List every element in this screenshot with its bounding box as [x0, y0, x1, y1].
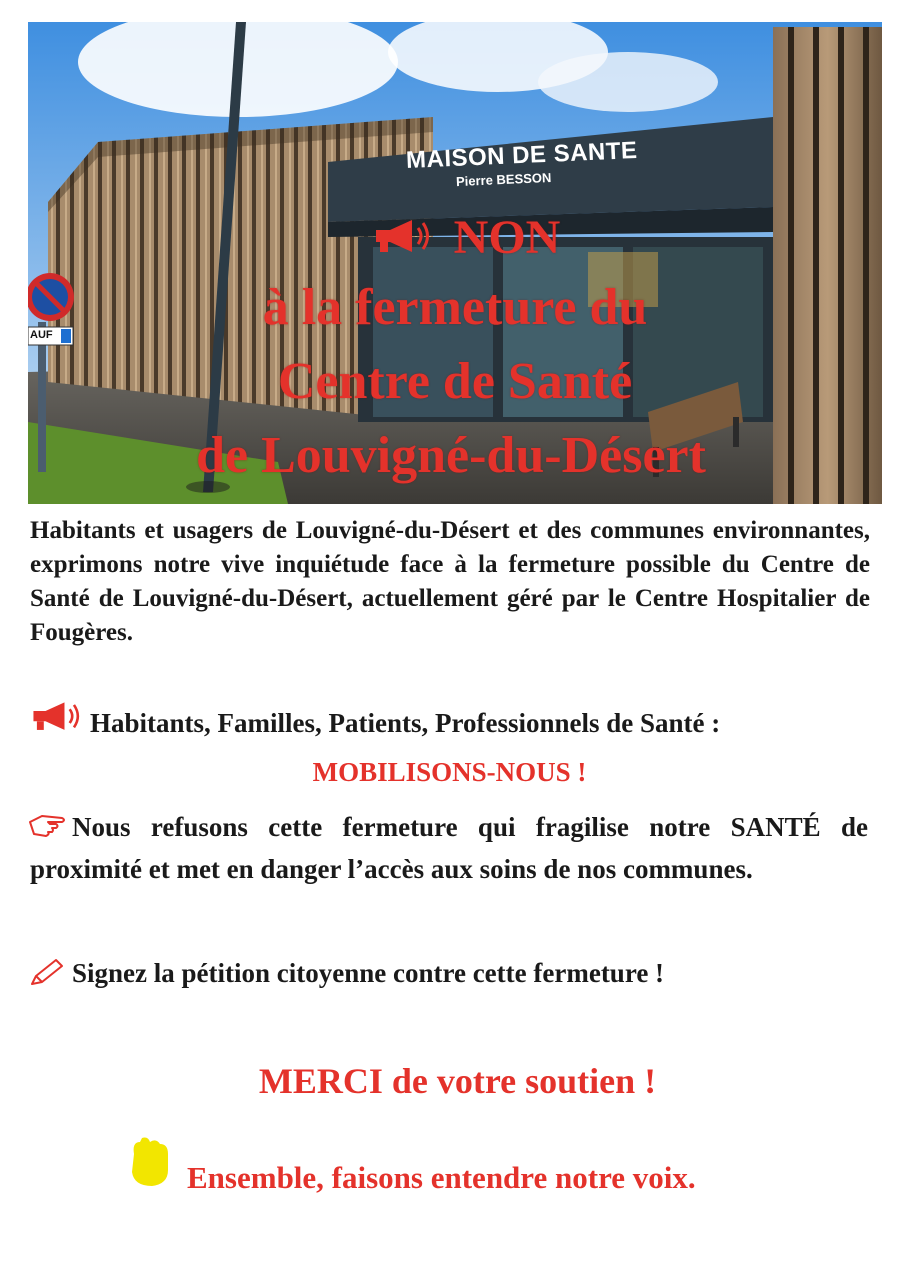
audience-line: Habitants, Familles, Patients, Professionnels de Santé :: [90, 708, 721, 738]
hero-photo: [28, 22, 882, 504]
megaphone-icon: [30, 700, 80, 734]
headline-line-4: de Louvigné-du-Désert: [196, 427, 706, 484]
building-subsign: Pierre BESSON: [455, 169, 552, 190]
thanks-line: MERCI de votre soutien !: [258, 1061, 657, 1101]
refuse-paragraph: Nous refusons cette fermeture qui fragilise notre SANTÉ de proximité et met en danger l’accès aux soins de nos communes.: [30, 812, 868, 884]
building-sign: MAISON DE SANTE: [405, 136, 638, 175]
closing-line: Ensemble, faisons entendre notre voix.: [187, 1160, 696, 1195]
petition-line: Signez la pétition citoyenne contre cette fermeture !: [72, 958, 665, 988]
pencil-icon: [28, 958, 64, 988]
headline-line-3: Centre de Santé: [277, 353, 633, 410]
headline-line-2: à la fermeture du: [262, 279, 648, 336]
headline-line-1: NON: [453, 211, 561, 264]
parking-sign-label: AUF: [30, 329, 53, 341]
intro-paragraph: Habitants et usagers de Louvigné-du-Désert et des communes environnantes, exprimons notre vive inquiétude face à la fermeture possible du Centre de Santé de Louvigné-du-Désert, actuellement géré par le Centre Hospitalier de Fougères.: [30, 517, 870, 646]
mobilize-slogan: MOBILISONS-NOUS !: [312, 757, 587, 787]
raised-fist-icon: [126, 1136, 174, 1188]
